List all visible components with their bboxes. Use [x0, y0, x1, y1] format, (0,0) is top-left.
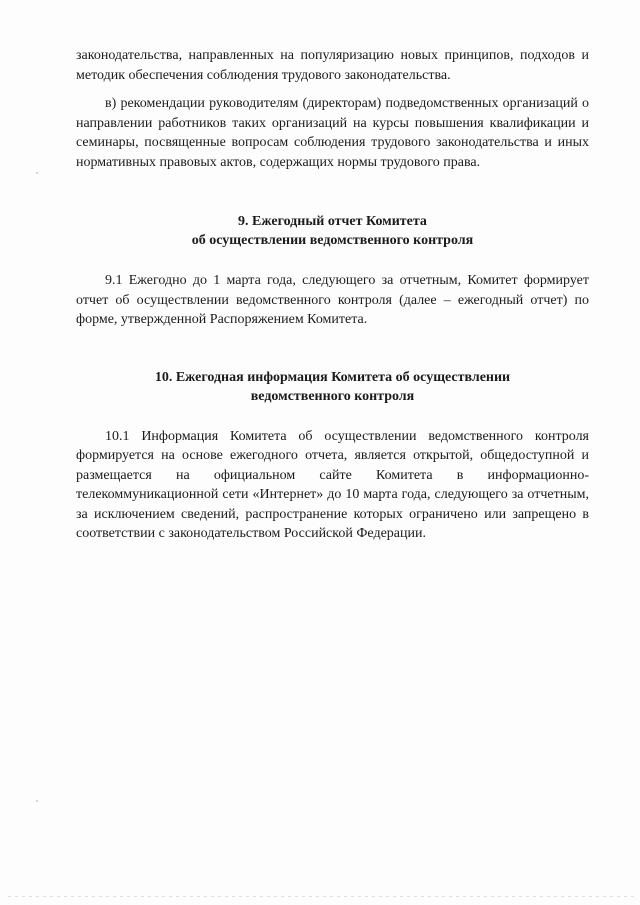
item-v-paragraph: в) рекомендации руководителям (директорам) подведомственных организаций о направлении работников таких организаций на курсы повышения квалификации и семинары, посвященные вопросам соблюдения трудового законодательства и иных нормативных правовых актов, содержащих нормы трудового права. [76, 96, 589, 170]
scan-artifact [36, 800, 38, 802]
scan-edge-artifact [8, 896, 634, 897]
continuation-paragraph: законодательства, направленных на популяризацию новых принципов, подходов и методик обеспечения соблюдения трудового законодательства. [76, 48, 589, 83]
section-9-title-line-2: об осуществлении ведомственного контроля [191, 233, 474, 248]
section-9-title-line-1: 9. Ежегодный отчет Комитета [238, 214, 427, 229]
paragraph-10-1: 10.1 Информация Комитета об осуществлении ведомственного контроля формируется на основе ежегодного отчета, является открытой, общедоступной и размещается на официальном сайте Комитета в информационно-телекоммуникационной сети «Интернет» до 10 марта года, следующего за отчетным, за исключением сведений, распространение которых ограничено или запрещено в соответствии с законодательством Российской Федерации. [76, 428, 589, 541]
section-10-title-line-2: ведомственного контроля [250, 388, 415, 404]
section-10-title-line-1: 10. Ежегодная информация Комитета об осуществлении [154, 369, 511, 385]
paragraph-9-1: 9.1 Ежегодно до 1 марта года, следующего за отчетным, Комитет формирует отчет об осуществлении ведомственного контроля (далее – ежегодный отчет) по форме, утвержденной Распоряжением Комитета. [76, 273, 589, 327]
document-body [76, 46, 589, 544]
scan-artifact [36, 172, 38, 174]
